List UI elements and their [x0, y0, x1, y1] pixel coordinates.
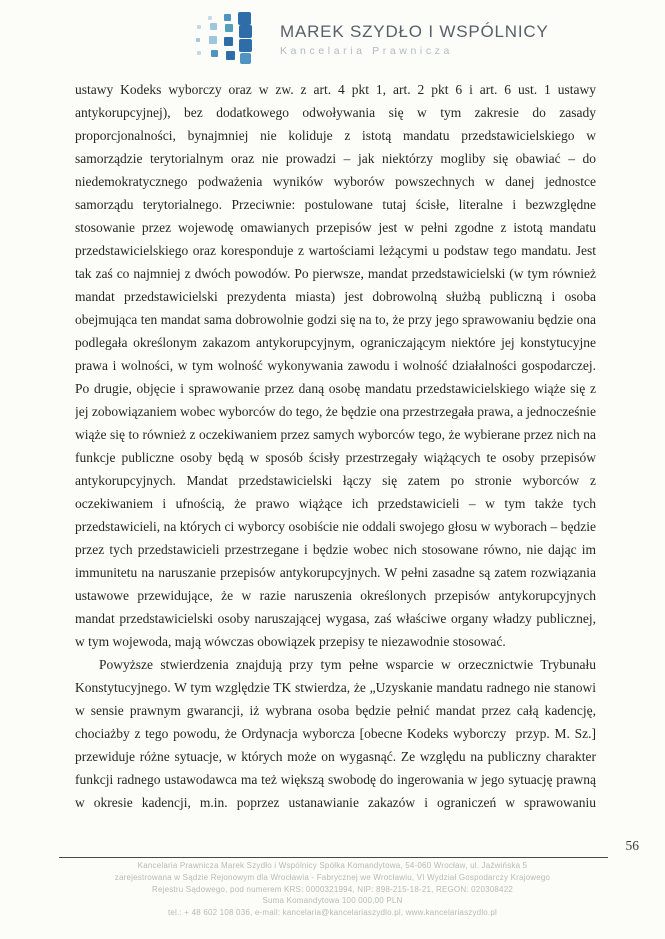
legal-opinion-text — [75, 78, 596, 814]
footer-line-contact: tel.: + 48 602 108 036, e-mail: kancelaria@kancelariaszydlo.pl, www.kancelariaszydlo.pl — [167, 908, 498, 918]
footer-line-krs-nip: Rejestru Sądowego, pod numerem KRS: 0000321994, NIP: 898-215-18-21, REGON: 020308422 — [151, 884, 513, 894]
letterhead-footer — [0, 860, 665, 919]
firm-name: MAREK SZYDŁO I WSPÓLNICY — [280, 21, 549, 41]
letterhead — [188, 12, 549, 66]
paragraph-tk-jurisprudence: Powyższe stwierdzenia znajdują przy tym pełne wsparcie w orzecznictwie Trybunału Konstytucyjnego. W tym względzie TK stwierdza, że „Uzyskanie mandatu radnego nie stanowi w sensie prawnym gwarancji, iż wybrana osoba będzie pełnić mandat przez całą kadencję, chociażby z tego powodu, że Ordynacja wyborcza [obecne Kodeks wyborczy przyp. M. Sz.] przewiduje różne sytuacje, w których może on wygasnąć. Ze względu na publiczny charakter funkcji radnego ustawodawca ma też większą swobodę do ingerowania w jego sytuację prawną w okresie kadencji, m.in. poprzez ustanawianie zakazów i ograniczeń w sprawowaniu — [75, 657, 596, 810]
firm-logo-icon — [188, 12, 262, 66]
footer-line-registry: zarejestrowana w Sądzie Rejonowym dla Wrocławia - Fabrycznej we Wrocławiu, VI Wydział Gospodarczy Krajowego — [114, 872, 551, 882]
footer-divider — [59, 857, 608, 858]
firm-brand — [280, 22, 549, 57]
footer-line-address: Kancelaria Prawnicza Marek Szydło i Wspólnicy Spółka Komandytowa, 54-060 Wrocław, ul. Jaźwińska 5 — [137, 861, 528, 870]
firm-subtitle: Kancelaria Prawnicza — [280, 44, 453, 57]
footer-line-suma: Suma Komandytowa 100 000,00 PLN — [262, 896, 403, 906]
paragraph-continuation: ustawy Kodeks wyborczy oraz w zw. z art. 4 pkt 1, art. 2 pkt 6 i art. 6 ust. 1 ustawy antykorupcyjnej), bez dodatkowego odwoływania się w tym zakresie do zasady proporcjonalności, bynajmniej nie koliduje z istotą mandatu przedstawicielskiego w samorządzie terytorialnym oraz nie prowadzi – jak niektórzy mogliby się obawiać – do niedemokratycznego podważenia wyników wyborów powszechnych w danej jednostce samorządu terytorialnego. Przeciwnie: postulowane tutaj ścisłe, literalne i bezwzględne stosowanie przez wojewodę omawianych przepisów jest w pełni zgodne z istotą mandatu przedstawicielskiego oraz koresponduje z wartościami leżącymi u podstaw tego mandatu. Jest tak zaś co najmniej z dwóch powodów. Po pierwsze, mandat przedstawicielski (w tym również mandat przedstawicielski prezydenta miasta) jest dobrowolną służbą publiczną i osoba obejmująca ten mandat sama dobrowolnie godzi się na to, że przy jego sprawowaniu będzie ona podlegała określonym zakazom antykorupcyjnym, ograniczającym niektóre jej konstytucyjne prawa i wolności, w tym wolność wykonywania zawodu i wolność działalności gospodarczej. Po drugie, objęcie i sprawowanie przez daną osobę mandatu przedstawicielskiego wiąże się z jej zobowiązaniem wobec wyborców do tego, że będzie ona przestrzegała prawa, a jednocześnie wiąże się to również z oczekiwaniem przez samych wyborców tego, że wybierane przez nich na funkcje publiczne osoby będą w sposób ścisły przestrzegały wiążących te osoby przepisów antykorupcyjnych. Mandat przedstawicielski łączy się zatem po stronie wyborców z oczekiwaniem i ufnością, że prawo wiążące ich przedstawicieli – w tym także tych przedstawicieli, na których ci wyborcy osobiście nie oddali swojego głosu w wyborach – będzie przez tych przedstawicieli przestrzegane i będzie wobec nich stosowane równo, nie dając im immunitetu na naruszanie przepisów antykorupcyjnych. W pełni zasadne są zatem rozwiązania ustawowe przewidujące, że w razie naruszenia określonych przepisów antykorupcyjnych mandat przedstawicielski osoby naruszającej wygasa, zaś właściwe organy władzy publicznej, w tym wojewoda, mają wówczas obowiązek przepisy te niezawodnie stosować. — [75, 82, 596, 649]
page-number: 56 — [625, 838, 639, 853]
